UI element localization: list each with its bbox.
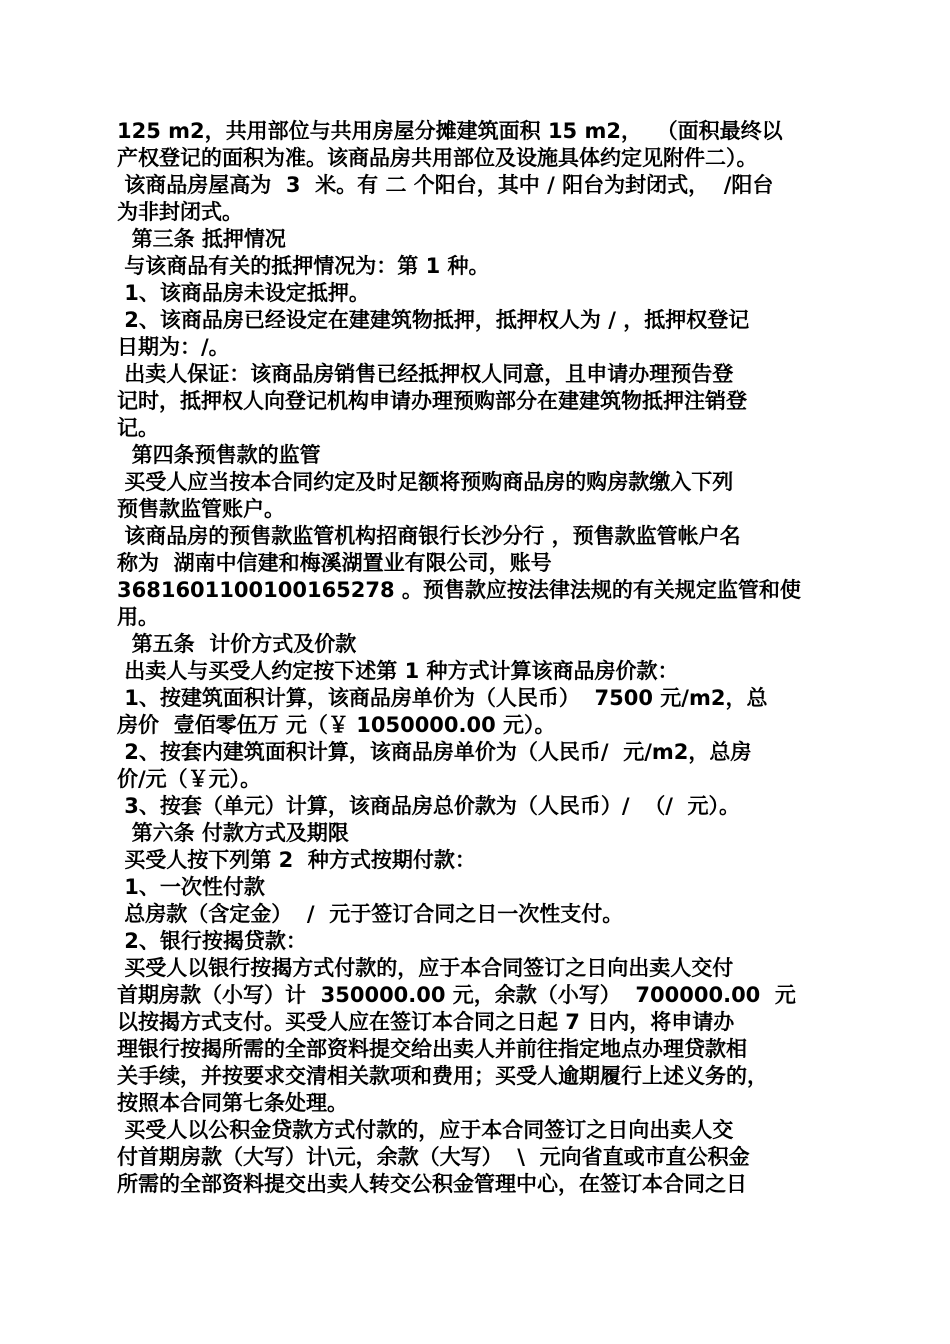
text-line: 第三条 抵押情况 [117,227,286,251]
text-line: 第四条预售款的监管 [117,443,321,467]
text-line: 用。 [117,605,159,629]
text-line: 预售款监管账户。 [117,497,285,521]
text-line: 第六条 付款方式及期限 [117,821,349,845]
text-line: 产权登记的面积为准。该商品房共用部位及设施具体约定见附件二）。 [117,146,758,170]
text-line: 2、该商品房已经设定在建建筑物抵押，抵押权人为 / ，抵押权登记 [117,308,750,332]
text-line: 记时，抵押权人向登记机构申请办理预购部分在建建筑物抵押注销登 [117,389,747,413]
text-line: 3、按套（单元）计算，该商品房总价款为（人民币）/ （/ 元）。 [117,794,741,818]
text-line: 称为 湖南中信建和梅溪湖置业有限公司，账号 [117,551,552,575]
text-line: 2、银行按揭贷款： [117,929,307,953]
text-line: 3681601100100165278 。预售款应按法律法规的有关规定监管和使 [117,578,801,602]
text-line: 2、按套内建筑面积计算，该商品房单价为（人民币/ 元/m2，总房 [117,740,752,764]
text-line: 与该商品有关的抵押情况为：第 1 种。 [117,254,490,278]
text-line: 1、按建筑面积计算，该商品房单价为（人民币） 7500 元/m2，总 [117,686,768,710]
text-line: 关手续，并按要求交清相关款项和费用；买受人逾期履行上述义务的， [117,1064,768,1088]
text-line: 付首期房款（大写）计\元，余款（大写） \ 元向省直或市直公积金 [117,1145,750,1169]
text-line: 首期房款（小写）计 350000.00 元，余款（小写） 700000.00 元 [117,983,796,1007]
text-line: 1、一次性付款 [117,875,265,899]
text-line: 以按揭方式支付。买受人应在签订本合同之日起 7 日内，将申请办 [117,1010,735,1034]
text-line: 日期为：/。 [117,335,230,359]
text-line: 按照本合同第七条处理。 [117,1091,348,1115]
text-line: 价/元（￥元）。 [117,767,262,791]
text-line: 所需的全部资料提交出卖人转交公积金管理中心，在签订本合同之日 [117,1172,747,1196]
text-line: 第五条 计价方式及价款 [117,632,357,656]
text-line: 为非封闭式。 [117,200,243,224]
text-line: 出卖人与买受人约定按下述第 1 种方式计算该商品房价款： [117,659,679,683]
text-line: 房价 壹佰零伍万 元（￥ 1050000.00 元）。 [117,713,556,737]
text-line: 总房款（含定金） / 元于签订合同之日一次性支付。 [117,902,624,926]
text-line: 该商品房屋高为 3 米。有 二 个阳台，其中 / 阳台为封闭式， /阳台 [117,173,774,197]
contract-text [117,118,847,1198]
text-line: 出卖人保证：该商品房销售已经抵押权人同意，且申请办理预告登 [117,362,734,386]
text-line: 125 m2，共用部位与共用房屋分摊建筑面积 15 m2， （面积最终以 [117,119,783,143]
text-line: 记。 [117,416,159,440]
text-line: 该商品房的预售款监管机构招商银行长沙分行 ，预售款监管帐户名 [117,524,741,548]
text-line: 买受人以公积金贷款方式付款的，应于本合同签订之日向出卖人交 [117,1118,734,1142]
text-line: 理银行按揭所需的全部资料提交给出卖人并前往指定地点办理贷款相 [117,1037,747,1061]
text-line: 1、该商品房未设定抵押。 [117,281,370,305]
text-line: 买受人按下列第 2 种方式按期付款： [117,848,476,872]
text-line: 买受人以银行按揭方式付款的，应于本合同签订之日向出卖人交付 [117,956,734,980]
text-line: 买受人应当按本合同约定及时足额将预购商品房的购房款缴入下列 [117,470,734,494]
